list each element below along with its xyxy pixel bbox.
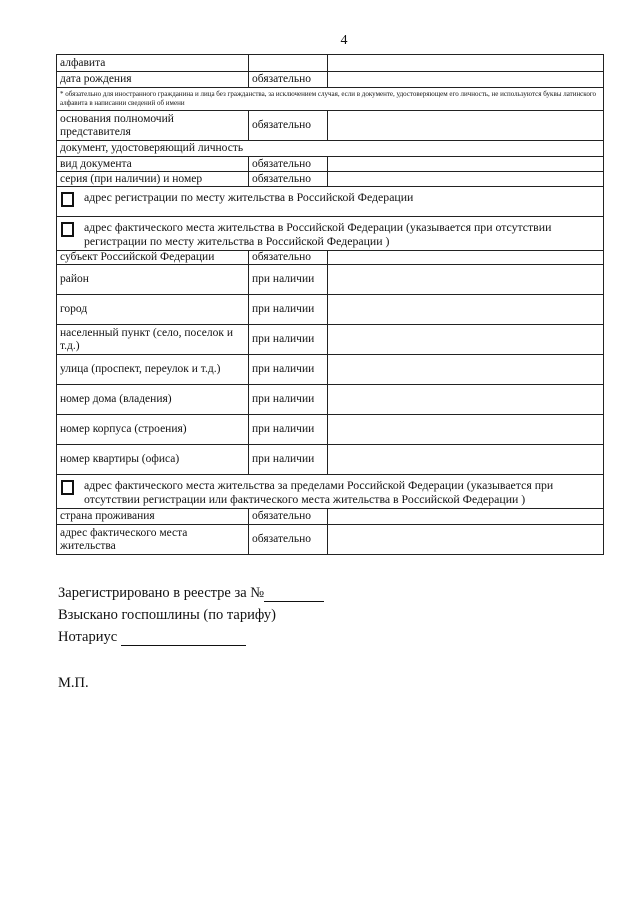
- registry-line: [58, 585, 324, 602]
- field-label: вид документа: [57, 157, 249, 172]
- field-requirement: при наличии: [249, 295, 328, 325]
- field-value[interactable]: [328, 72, 604, 88]
- table-row: [57, 172, 604, 187]
- field-value[interactable]: [328, 415, 604, 445]
- field-requirement: при наличии: [249, 415, 328, 445]
- field-requirement: обязательно: [249, 157, 328, 172]
- field-label: населенный пункт (село, поселок и т.д.): [57, 325, 249, 355]
- table-row: [57, 509, 604, 525]
- checkbox[interactable]: [61, 480, 74, 495]
- table-row: [57, 88, 604, 111]
- table-row: [57, 445, 604, 475]
- field-requirement: обязательно: [249, 172, 328, 187]
- application-form-table: [56, 54, 604, 555]
- page-number: 4: [340, 33, 348, 48]
- field-label: серия (при наличии) и номер: [57, 172, 249, 187]
- notary-line: [58, 629, 246, 646]
- table-row: [57, 217, 604, 251]
- field-label: основания полномочий представителя: [57, 111, 249, 141]
- table-row: [57, 355, 604, 385]
- field-value[interactable]: [328, 295, 604, 325]
- table-row: [57, 72, 604, 88]
- table-row: [57, 325, 604, 355]
- field-value[interactable]: [328, 111, 604, 141]
- field-requirement: [249, 55, 328, 72]
- field-label: номер квартиры (офиса): [57, 445, 249, 475]
- field-requirement: обязательно: [249, 509, 328, 525]
- field-label: улица (проспект, переулок и т.д.): [57, 355, 249, 385]
- field-requirement: обязательно: [249, 525, 328, 555]
- field-requirement: при наличии: [249, 325, 328, 355]
- field-label: номер корпуса (строения): [57, 415, 249, 445]
- field-requirement: при наличии: [249, 445, 328, 475]
- field-value[interactable]: [328, 385, 604, 415]
- field-label: номер дома (владения): [57, 385, 249, 415]
- table-row: [57, 525, 604, 555]
- field-requirement: при наличии: [249, 385, 328, 415]
- checkbox-label: адрес фактического места жительства в Российской Федерации (указывается при отсутствии регистрации по месту жительства в Российской Федерации ): [84, 220, 552, 248]
- field-requirement: обязательно: [249, 251, 328, 265]
- fee-line: Взыскано госпошлины (по тарифу): [58, 607, 276, 623]
- checkbox-label: адрес фактического места жительства за пределами Российской Федерации (указывается при отсутствии регистрации или фактического места жительства в Российской Федерации ): [84, 478, 554, 506]
- field-value[interactable]: [328, 355, 604, 385]
- field-label: дата рождения: [57, 72, 249, 88]
- field-value[interactable]: [328, 325, 604, 355]
- field-requirement: обязательно: [249, 111, 328, 141]
- field-value[interactable]: [328, 445, 604, 475]
- registry-label: Зарегистрировано в реестре за №: [58, 585, 265, 601]
- field-requirement: обязательно: [249, 72, 328, 88]
- field-value[interactable]: [328, 265, 604, 295]
- field-label: алфавита: [57, 55, 249, 72]
- field-value[interactable]: [328, 172, 604, 187]
- field-label: адрес фактического места жительства: [57, 525, 249, 555]
- table-row: [57, 295, 604, 325]
- field-value[interactable]: [328, 251, 604, 265]
- notary-signature-field[interactable]: [121, 631, 246, 646]
- seal-label: М.П.: [58, 675, 89, 691]
- footnote: * обязательно для иностранного гражданина и лица без гражданства, за исключением случая, если в документе, удостоверяющем его личность, не используются буквы латинского алфавита в написании сведений об имени: [57, 88, 604, 111]
- registry-number-field[interactable]: [264, 587, 324, 602]
- table-row: [57, 157, 604, 172]
- table-row: [57, 265, 604, 295]
- field-label: субъект Российской Федерации: [57, 251, 249, 265]
- table-row: [57, 251, 604, 265]
- section-header: документ, удостоверяющий личность: [57, 141, 604, 157]
- field-value[interactable]: [328, 525, 604, 555]
- table-row: [57, 475, 604, 509]
- table-row: [57, 141, 604, 157]
- checkbox[interactable]: [61, 192, 74, 207]
- field-value[interactable]: [328, 157, 604, 172]
- field-label: район: [57, 265, 249, 295]
- table-row: [57, 187, 604, 217]
- table-row: [57, 111, 604, 141]
- field-value[interactable]: [328, 509, 604, 525]
- notary-label: Нотариус: [58, 629, 118, 645]
- checkbox-label: адрес регистрации по месту жительства в Российской Федерации: [84, 190, 414, 204]
- field-requirement: при наличии: [249, 355, 328, 385]
- table-row: [57, 385, 604, 415]
- table-row: [57, 415, 604, 445]
- field-label: страна проживания: [57, 509, 249, 525]
- field-requirement: при наличии: [249, 265, 328, 295]
- field-value[interactable]: [328, 55, 604, 72]
- table-row: [57, 55, 604, 72]
- field-label: город: [57, 295, 249, 325]
- checkbox[interactable]: [61, 222, 74, 237]
